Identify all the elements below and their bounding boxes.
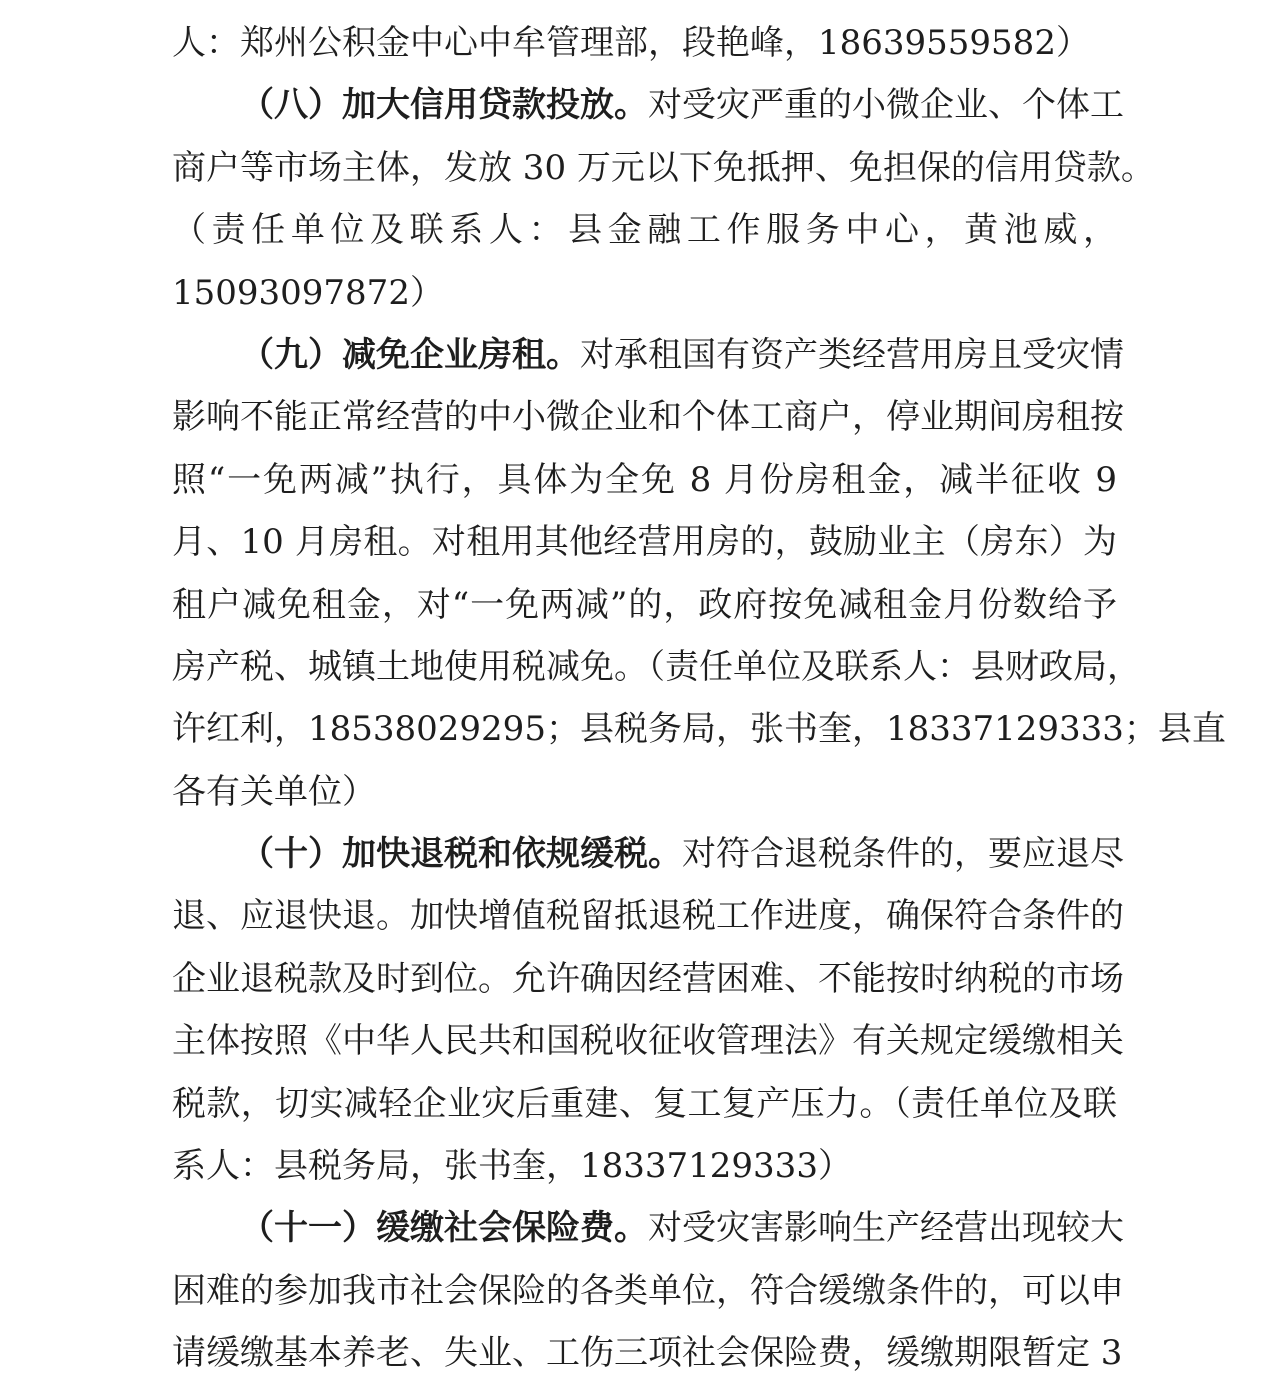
text-line: 请缓缴基本养老、失业、工伤三项社会保险费，缓缴期限暂定 3 <box>172 1333 1123 1374</box>
text-line: 15093097872） <box>172 272 444 313</box>
paragraph-8-first-line <box>172 74 1124 136</box>
text-run: 对受灾害影响生产经营出现较大 <box>648 1208 1124 1249</box>
text-line: 房产税、城镇土地使用税减免。（责任单位及联系人：县财政局， <box>172 646 1141 687</box>
text-line: 影响不能正常经营的中小微企业和个体工商户，停业期间房租按 <box>172 397 1124 438</box>
text-line: 税款，切实减轻企业灾后重建、复工复产压力。（责任单位及联 <box>172 1083 1117 1124</box>
section-heading-10: （十）加快退税和依规缓税。 <box>240 834 682 875</box>
text-run: 对受灾严重的小微企业、个体工 <box>648 85 1124 126</box>
paragraph-11-first-line <box>172 1197 1124 1259</box>
text-line: 系人：县税务局，张书奎，18337129333） <box>172 1146 852 1187</box>
text-line: 月、10 月房租。对租用其他经营用房的，鼓励业主（房东）为 <box>172 522 1117 563</box>
paragraph-10-first-line <box>172 823 1124 885</box>
text-line: 企业退税款及时到位。允许确因经营困难、不能按时纳税的市场 <box>172 958 1124 999</box>
section-heading-11: （十一）缓缴社会保险费。 <box>240 1208 648 1249</box>
text-line: 各有关单位） <box>172 771 376 812</box>
text-line: 主体按照《中华人民共和国税收征收管理法》有关规定缓缴相关 <box>172 1021 1124 1062</box>
paragraph-9-first-line <box>172 324 1124 386</box>
section-heading-9: （九）减免企业房租。 <box>240 334 580 375</box>
text-line: （责任单位及联系人：县金融工作服务中心，黄池威， <box>172 210 1117 251</box>
text-line: 租户减免租金，对“一免两减”的，政府按免减租金月份数给予 <box>172 584 1117 625</box>
section-heading-8: （八）加大信用贷款投放。 <box>240 85 648 126</box>
text-run: 对符合退税条件的，要应退尽 <box>682 834 1124 875</box>
text-run: 对承租国有资产类经营用房且受灾情 <box>580 334 1124 375</box>
document-body <box>172 12 1226 1385</box>
text-line: 照“一免两减”执行，具体为全免 8 月份房租金，减半征收 9 <box>172 459 1117 500</box>
text-line: 人：郑州公积金中心中牟管理部，段艳峰，18639559582） <box>172 23 1090 63</box>
text-line: 退、应退快退。加快增值税留抵退税工作进度，确保符合条件的 <box>172 896 1124 937</box>
text-line: 商户等市场主体，发放 30 万元以下免抵押、免担保的信用贷款。 <box>172 147 1155 188</box>
text-line: 困难的参加我市社会保险的各类单位，符合缓缴条件的，可以申 <box>172 1270 1124 1311</box>
text-line: 许红利，18538029295；县税务局，张书奎，18337129333；县直 <box>172 709 1226 750</box>
